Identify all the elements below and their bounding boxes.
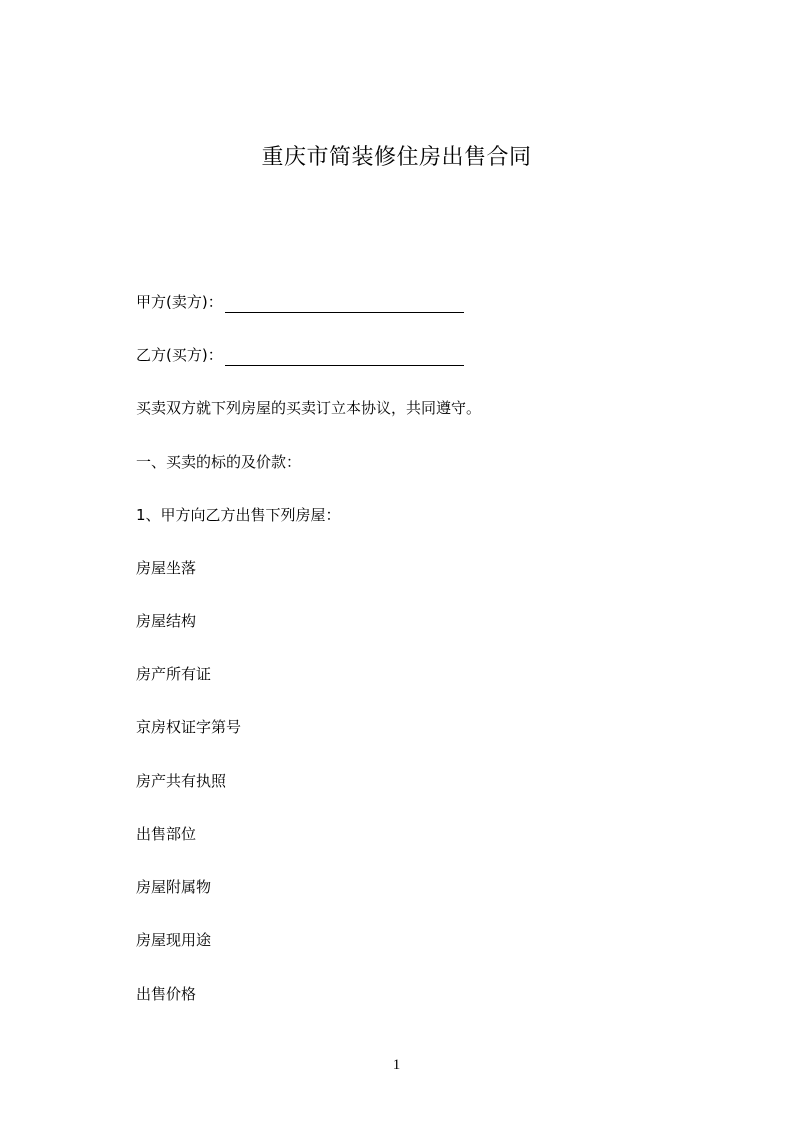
party-a-line [136, 291, 464, 313]
party-a-label: 甲方(卖方)： [136, 293, 223, 311]
intro-paragraph: 买卖双方就下列房屋的买卖订立本协议，共同遵守。 [136, 399, 482, 417]
field-certificate-number: 京房权证字第号 [136, 718, 242, 736]
party-b-blank [225, 349, 464, 366]
field-house-structure: 房屋结构 [136, 612, 197, 630]
item-1-text: 1、甲方向乙方出售下列房屋： [136, 506, 341, 524]
section-heading-1: 一、买卖的标的及价款： [136, 453, 302, 471]
field-co-ownership-license: 房产共有执照 [136, 772, 227, 790]
field-property-certificate: 房产所有证 [136, 665, 212, 683]
document-title: 重庆市简装修住房出售合同 [261, 145, 532, 170]
page-number: 1 [392, 1057, 401, 1073]
party-b-line [136, 344, 464, 366]
party-b-label: 乙方(买方)： [136, 346, 223, 364]
field-sale-portion: 出售部位 [136, 825, 197, 843]
field-house-location: 房屋坐落 [136, 559, 197, 577]
party-a-blank [225, 296, 464, 313]
field-sale-price: 出售价格 [136, 985, 197, 1003]
field-appurtenances: 房屋附属物 [136, 878, 212, 896]
field-current-use: 房屋现用途 [136, 931, 212, 949]
